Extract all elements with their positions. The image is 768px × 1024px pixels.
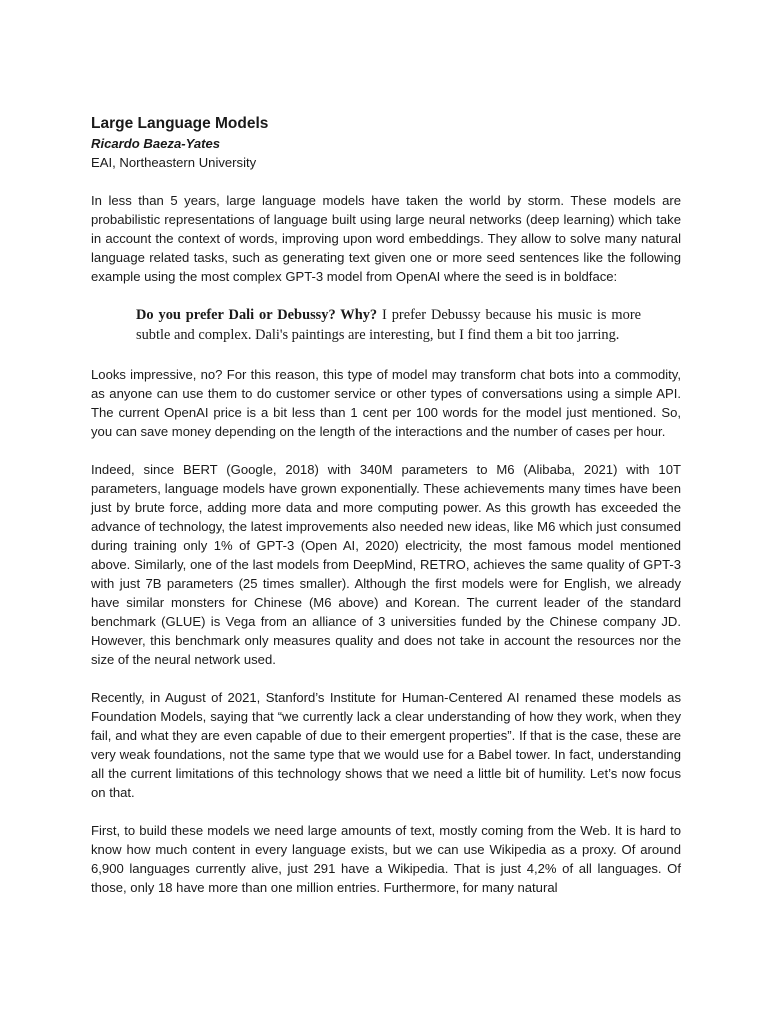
quote-completion: I prefer Debussy because his music is more subtle and complex. Dali's paintings are interesting, but I find them a bit too jarring. (136, 307, 641, 343)
author-name: Ricardo Baeza-Yates (91, 136, 221, 151)
paragraph-intro: In less than 5 years, large language models have taken the world by storm. These models are probabilistic representations of language built using large neural networks (deep learning) which take in account the context of words, improving upon word embeddings. They allow to solve many natural language related tasks, such as generating text given one or more seed sentences like the following example using the most complex GPT-3 model from OpenAI where the seed is in boldface: (91, 193, 681, 284)
paragraph-languages: First, to build these models we need large amounts of text, mostly coming from the Web. It is hard to know how much content in every language exists, but we can use Wikipedia as a proxy. Of around 6,900 languages currently alive, just 291 have a Wikipedia. That is just 4,2% of all languages. Of those, only 18 have more than one million entries. Furthermore, for many natural (91, 823, 681, 895)
example-quote (136, 305, 641, 345)
paragraph-foundation-models: Recently, in August of 2021, Stanford’s Institute for Human-Centered AI renamed these models as Foundation Models, saying that “we currently lack a clear understanding of how they work, when they fail, and what they are even capable of due to their emergent properties”. If that is the case, these are very weak foundations, not the same type that we would use for a Babel tower. In fact, understanding all the current limitations of this technology shows that we need a little bit of humility. Let’s now focus on that. (91, 690, 681, 800)
author-affiliation: EAI, Northeastern University (91, 155, 257, 170)
paragraph-growth: Indeed, since BERT (Google, 2018) with 340M parameters to M6 (Alibaba, 2021) with 10T parameters, language models have grown exponentially. These achievements many times have been just by brute force, adding more data and more computing power. As this growth has exceeded the advance of technology, the latest improvements also needed new ideas, like M6 which just consumed during training only 1% of GPT-3 (Open AI, 2020) electricity, the most famous model mentioned above. Similarly, one of the last models from DeepMind, RETRO, achieves the same quality of GPT-3 with just 7B parameters (25 times smaller). Although the first models were for English, we already have similar monsters for Chinese (M6 above) and Korean. The current leader of the standard benchmark (GLUE) is Vega from an alliance of 3 universities funded by the Chinese company JD. However, this benchmark only measures quality and does not take in account the resources nor the size of the neural network used. (91, 462, 681, 667)
quote-seed: Do you prefer Dali or Debussy? Why? (136, 307, 378, 323)
document-page (91, 114, 681, 916)
paragraph-impressive: Looks impressive, no? For this reason, this type of model may transform chat bots into a commodity, as anyone can use them to do customer service or other types of conversations using a simple API. The current OpenAI price is a bit less than 1 cent per 100 words for the model just mentioned. So, you can save money depending on the length of the interactions and the number of cases per hour. (91, 367, 681, 439)
document-title: Large Language Models (91, 115, 269, 132)
